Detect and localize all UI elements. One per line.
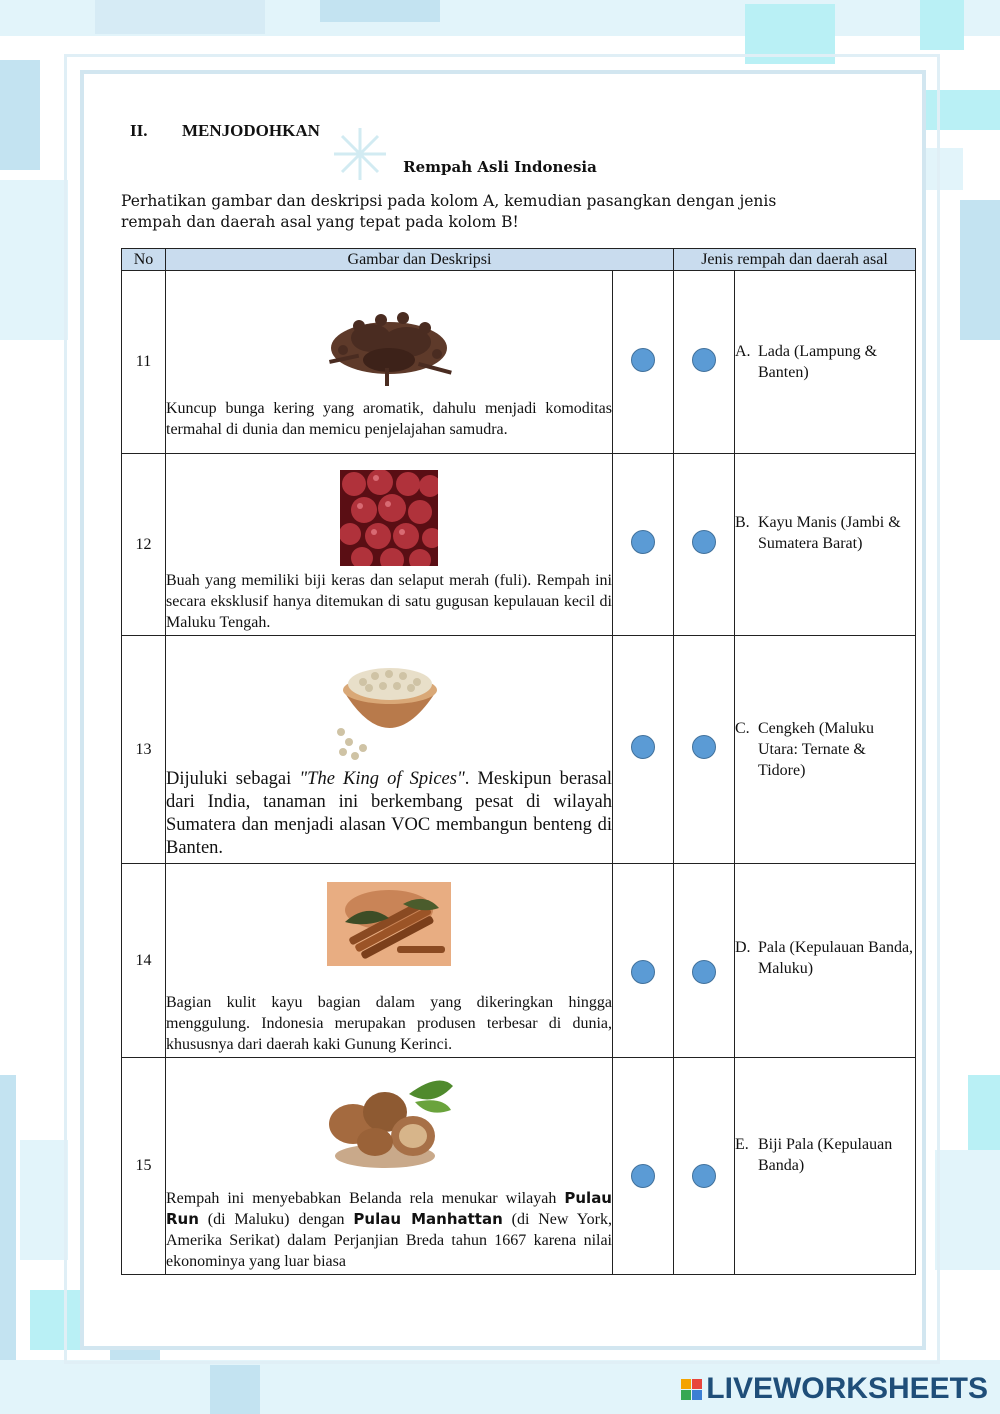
bg-block (210, 1365, 260, 1414)
option-letter: B. (735, 514, 750, 531)
option-text: Lada (Lampung & Banten) (758, 343, 878, 381)
bg-block (20, 1140, 68, 1260)
description-text: Buah yang memiliki biji keras dan selaput merah (fuli). Rempah ini secara eksklusif hanya ditemukan di satu gugusan kepulauan kecil di Maluku Tengah. (166, 572, 612, 631)
row-number: 13 (122, 636, 166, 864)
match-dot-left[interactable] (631, 1164, 655, 1188)
match-dot-right[interactable] (692, 348, 716, 372)
header-no: No (122, 249, 166, 271)
match-point-right-cell (674, 636, 735, 864)
match-point-left-cell (613, 454, 674, 636)
description-text-part: Rempah ini menyebabkan Belanda rela menukar wilayah (166, 1190, 565, 1207)
nutmeg-fruit-image (340, 470, 438, 566)
header-desc: Gambar dan Deskripsi (166, 249, 674, 271)
liveworksheets-logo (681, 1372, 988, 1406)
option-letter: C. (735, 720, 750, 737)
row-number: 11 (122, 271, 166, 454)
match-dot-right[interactable] (692, 960, 716, 984)
description-text-bold: Pulau Run (166, 1189, 612, 1228)
option-letter: D. (735, 939, 751, 956)
nutmeg-seed-image (319, 1076, 459, 1172)
description-text-pre: Dijuluki sebagai (166, 768, 300, 789)
instruction-text: Perhatikan gambar dan deskripsi pada kolom A, kemudian pasangkan dengan jenis rempah dan daerah asal yang tepat pada kolom B! (121, 192, 777, 231)
bg-block (95, 0, 265, 34)
section-heading (130, 121, 320, 141)
match-dot-left[interactable] (631, 735, 655, 759)
match-dot-right[interactable] (692, 530, 716, 554)
match-point-left-cell (613, 864, 674, 1058)
table-row (122, 454, 916, 636)
description-cell (166, 271, 613, 454)
liveworksheets-logo-icon (681, 1379, 702, 1400)
option-cell (735, 271, 916, 454)
bg-block (0, 60, 40, 170)
table-row (122, 1058, 916, 1275)
table-header-row (122, 249, 916, 271)
match-point-right-cell (674, 271, 735, 454)
description-text: Bagian kulit kayu bagian dalam yang dikeringkan hingga menggulung. Indonesia merupakan produsen terbesar di dunia, khususnya dari daerah kaki Gunung Kerinci. (166, 994, 612, 1053)
description-text (166, 1188, 612, 1272)
row-number: 14 (122, 864, 166, 1058)
option-cell (735, 636, 916, 864)
match-dot-right[interactable] (692, 1164, 716, 1188)
option-letter: A. (735, 343, 751, 360)
section-title: MENJODOHKAN (182, 121, 320, 140)
option-text: Cengkeh (Maluku Utara: Ternate & Tidore) (758, 720, 874, 779)
option-text: Kayu Manis (Jambi & Sumatera Barat) (758, 514, 901, 552)
option-cell (735, 864, 916, 1058)
match-dot-left[interactable] (631, 960, 655, 984)
description-cell (166, 1058, 613, 1275)
option-text: Pala (Kepulauan Banda, Maluku) (758, 939, 914, 977)
option-text: Biji Pala (Kepulauan Banda) (758, 1136, 893, 1174)
option-letter: E. (735, 1136, 749, 1153)
table-row (122, 864, 916, 1058)
description-cell (166, 454, 613, 636)
white-pepper-image (333, 656, 445, 764)
match-point-right-cell (674, 454, 735, 636)
description-text-part: (di New York, Amerika Serikat) dalam Perjanjian Breda tahun 1667 karena nilai ekonominya yang luar biasa (166, 1211, 612, 1270)
description-text-bold: Pulau Manhattan (353, 1210, 503, 1228)
match-point-left-cell (613, 271, 674, 454)
row-number: 12 (122, 454, 166, 636)
bg-block (935, 1150, 1000, 1270)
matching-table (121, 248, 916, 1275)
section-number: II. (130, 121, 148, 140)
table-row (122, 636, 916, 864)
match-point-right-cell (674, 1058, 735, 1275)
description-cell (166, 636, 613, 864)
match-dot-left[interactable] (631, 530, 655, 554)
match-point-left-cell (613, 636, 674, 864)
option-cell (735, 454, 916, 636)
description-text: Kuncup bunga kering yang aromatik, dahulu menjadi komoditas termahal di dunia dan memicu penjelajahan samudra. (166, 400, 612, 438)
row-number: 15 (122, 1058, 166, 1275)
page-subtitle: Rempah Asli Indonesia (403, 158, 597, 176)
option-cell (735, 1058, 916, 1275)
description-text (166, 768, 612, 860)
description-text-post: . Meskipun berasal dari India, tanaman ini berkembang pesat di wilayah Sumatera dan menjadi alasan VOC membangun benteng di Banten. (166, 768, 612, 858)
description-text-part: (di Maluku) dengan (198, 1211, 354, 1228)
cloves-image (319, 298, 459, 390)
bg-block (920, 0, 964, 50)
table-row (122, 271, 916, 454)
match-point-left-cell (613, 1058, 674, 1275)
bg-block (960, 200, 1000, 340)
header-answer: Jenis rempah dan daerah asal (674, 249, 916, 271)
bg-block (320, 0, 440, 22)
match-point-right-cell (674, 864, 735, 1058)
description-cell (166, 864, 613, 1058)
description-text-italic: "The King of Spices" (299, 768, 465, 789)
brand-text: LIVEWORKSHEETS (706, 1372, 988, 1405)
cinnamon-image (327, 882, 451, 966)
match-dot-right[interactable] (692, 735, 716, 759)
match-dot-left[interactable] (631, 348, 655, 372)
bg-block (0, 180, 68, 340)
